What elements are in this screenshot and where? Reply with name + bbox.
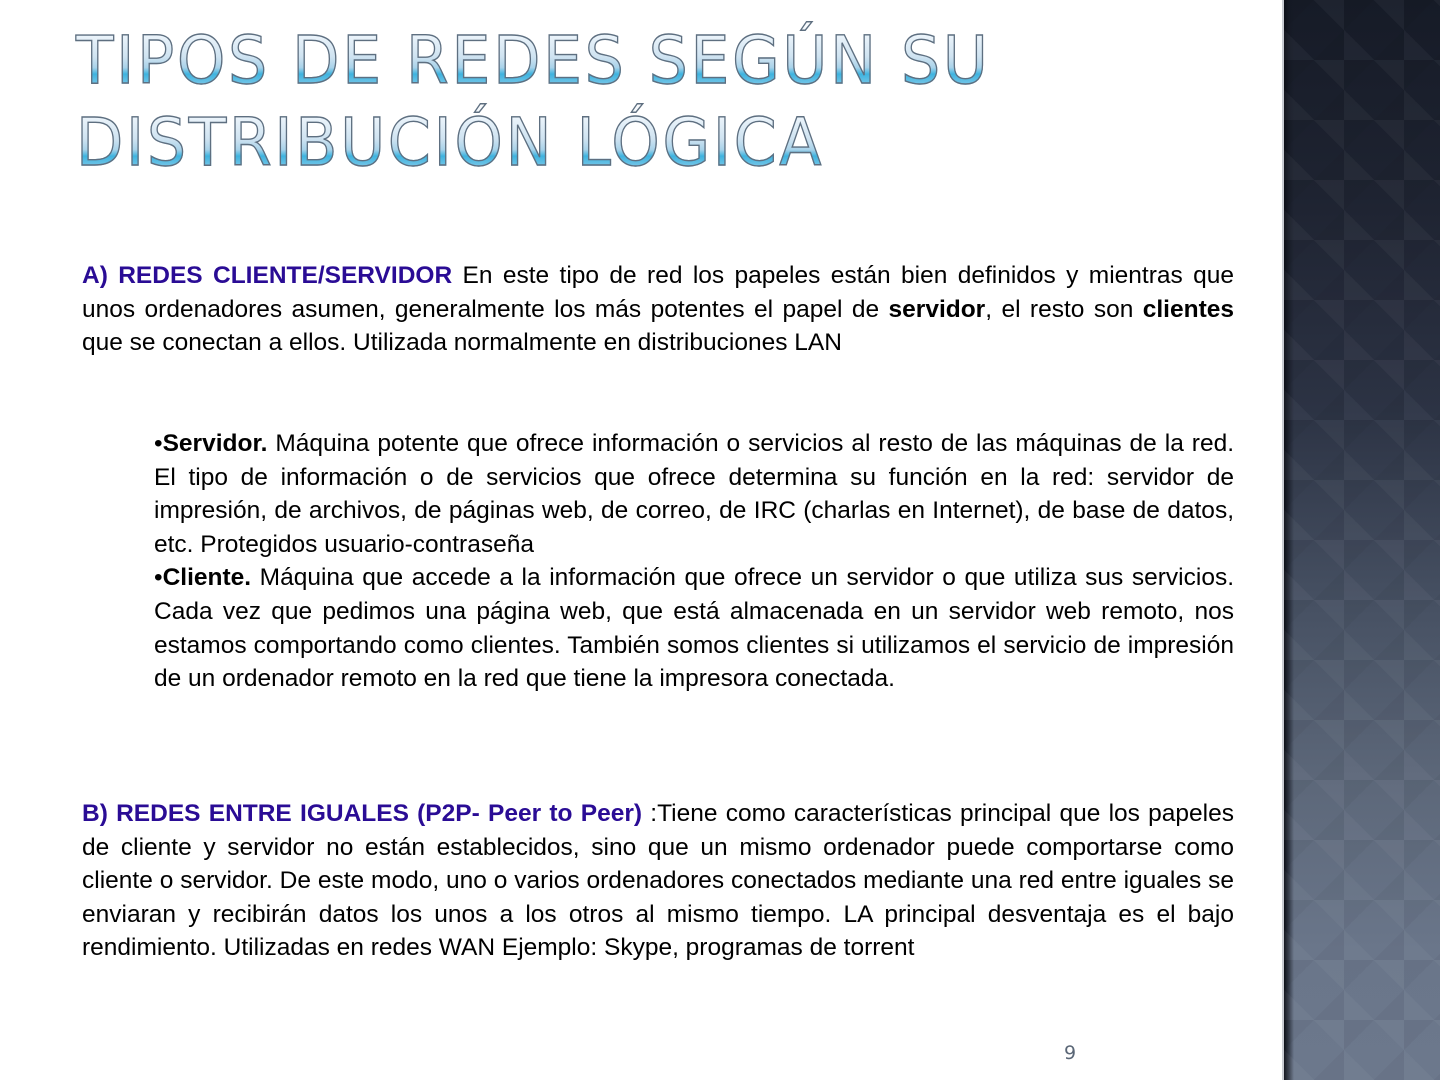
section-b-heading: B) REDES ENTRE IGUALES (P2P- Peer to Peer): [82, 800, 643, 827]
bullet-icon: •: [154, 430, 163, 457]
decorative-side-panel: [1284, 0, 1440, 1080]
bullet-icon: •: [154, 564, 163, 592]
bullet-term: Cliente.: [162, 564, 252, 592]
bullet-text: Máquina potente que ofrece información o servicios al resto de las máquinas de la red. El tipo de información o de servicios que ofrece determina su función en la red: servidor de impresión, de archivos, de páginas web, de correo, de IRC (charlas en Internet), de base de datos, etc. Protegidos usuario-contraseña: [154, 430, 1234, 558]
title-line-1: TIPOS DE REDES SEGÚN SU: [76, 22, 991, 99]
section-b-paragraph: [82, 797, 1234, 965]
section-a-text-1: En este tipo de red los papeles están bien definidos y mientras que unos ordenadores asumen, generalmente los más potentes el papel de: [82, 262, 1235, 323]
section-a-heading: A) REDES CLIENTE/SERVIDOR: [82, 262, 453, 289]
slide-title: [76, 20, 991, 184]
bullet-item-cliente: [154, 561, 1234, 695]
bullet-item-servidor: [154, 427, 1234, 561]
section-a-text-2: , el resto son: [985, 295, 1143, 323]
section-a-paragraph: [82, 259, 1234, 360]
section-a-bullet-list: [154, 427, 1234, 696]
term-servidor: servidor: [888, 295, 986, 323]
term-clientes: clientes: [1142, 295, 1234, 323]
section-b-text: :Tiene como características principal que los papeles de cliente y servidor no están establecidos, sino que un mismo ordenador puede comportarse como cliente o servidor. De este modo, uno o varios ordenadores conectados mediante una red entre iguales se enviaran y recibirán datos los unos a los otros al mismo tiempo. LA principal desventaja es el bajo rendimiento. Utilizadas en redes WAN Ejemplo: Skype, programas de torrent: [82, 800, 1234, 962]
title-line-2: DISTRIBUCIÓN LÓGICA: [76, 104, 825, 181]
section-a-text-3: que se conectan a ellos. Utilizada normalmente en distribuciones LAN: [82, 329, 842, 357]
bullet-text: Máquina que accede a la información que ofrece un servidor o que utiliza sus servicios. Cada vez que pedimos una página web, que está almacenada en un servidor web remoto, nos estamos comportando como clientes. También somos clientes si utilizamos el servicio de impresión de un ordenador remoto en la red que tiene la impresora conectada.: [154, 564, 1234, 693]
page-number: 9: [1064, 1042, 1077, 1064]
bullet-term: Servidor.: [162, 430, 268, 457]
